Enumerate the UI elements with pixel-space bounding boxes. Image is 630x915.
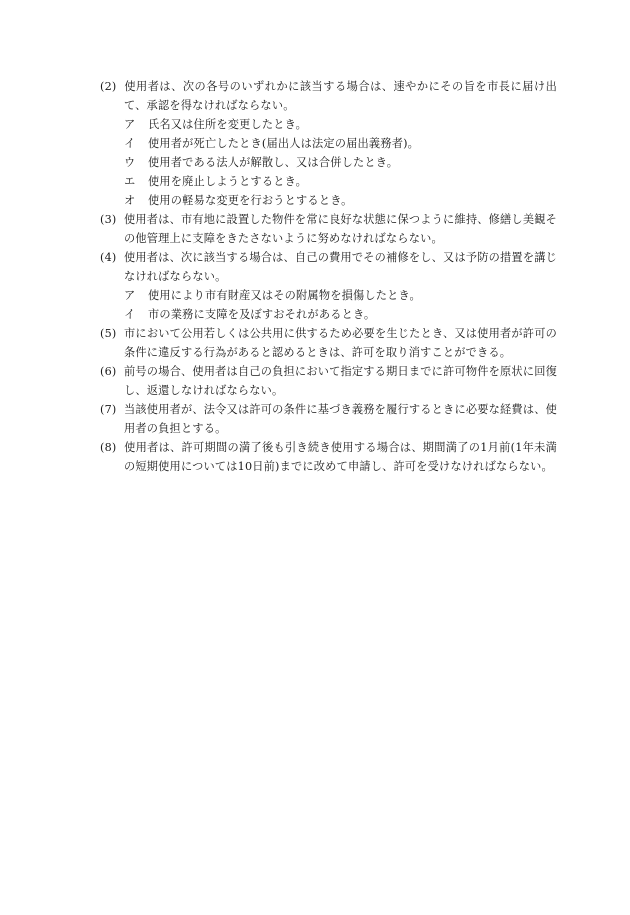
item-marker: ア bbox=[124, 118, 136, 131]
clause-text: 使用者は、次に該当する場合は、自己の費用でその補修をし、又は予防の措置を講じなければならない。 bbox=[124, 251, 557, 283]
clause-2-item-u bbox=[100, 153, 557, 172]
clause-2-item-a bbox=[100, 115, 557, 134]
item-text: 氏名又は住所を変更したとき。 bbox=[148, 118, 307, 131]
clause-2-item-i bbox=[100, 134, 557, 153]
clause-number: (6) bbox=[100, 365, 117, 378]
item-marker: イ bbox=[124, 308, 136, 321]
clause-number: (8) bbox=[100, 441, 117, 454]
clause-7 bbox=[100, 400, 557, 438]
clause-text: 市において公用若しくは公共用に供するため必要を生じたとき、又は使用者が許可の条件に違反する行為があると認めるときは、許可を取り消すことができる。 bbox=[124, 327, 557, 359]
clause-number: (3) bbox=[100, 213, 117, 226]
clause-text: 使用者は、市有地に設置した物件を常に良好な状態に保つように維持、修繕し美観その他管理上に支障をきたさないように努めなければならない。 bbox=[124, 213, 557, 245]
item-text: 市の業務に支障を及ぼすおそれがあるとき。 bbox=[148, 308, 376, 321]
clause-number: (2) bbox=[100, 80, 117, 93]
clause-6 bbox=[100, 362, 557, 400]
item-marker: イ bbox=[124, 137, 136, 150]
clause-text: 前号の場合、使用者は自己の負担において指定する期日までに許可物件を原状に回復し、返還しなければならない。 bbox=[124, 365, 557, 397]
clause-text: 使用者は、次の各号のいずれかに該当する場合は、速やかにその旨を市長に届け出て、承認を得なければならない。 bbox=[124, 80, 557, 112]
item-text: 使用者が死亡したとき(届出人は法定の届出義務者)。 bbox=[148, 137, 420, 150]
item-text: 使用の軽易な変更を行おうとするとき。 bbox=[148, 194, 353, 207]
item-marker: ア bbox=[124, 289, 136, 302]
item-text: 使用を廃止しようとするとき。 bbox=[148, 175, 307, 188]
document-body bbox=[100, 77, 557, 476]
clause-5 bbox=[100, 324, 557, 362]
item-marker: エ bbox=[124, 175, 136, 188]
clause-number: (5) bbox=[100, 327, 117, 340]
clause-number: (4) bbox=[100, 251, 117, 264]
clause-text: 使用者は、許可期間の満了後も引き続き使用する場合は、期間満了の1月前(1年未満の短期使用については10日前)までに改めて申請し、許可を受けなければならない。 bbox=[124, 441, 557, 473]
clause-2-item-e bbox=[100, 172, 557, 191]
item-text: 使用者である法人が解散し、又は合併したとき。 bbox=[148, 156, 399, 169]
clause-4-item-i bbox=[100, 305, 557, 324]
item-text: 使用により市有財産又はその附属物を損傷したとき。 bbox=[148, 289, 421, 302]
clause-2-item-o bbox=[100, 191, 557, 210]
clause-number: (7) bbox=[100, 403, 117, 416]
clause-4-item-a bbox=[100, 286, 557, 305]
clause-text: 当該使用者が、法令又は許可の条件に基づき義務を履行するときに必要な経費は、使用者の負担とする。 bbox=[124, 403, 557, 435]
item-marker: ウ bbox=[124, 156, 136, 169]
clause-3 bbox=[100, 210, 557, 248]
clause-2 bbox=[100, 77, 557, 115]
item-marker: オ bbox=[124, 194, 136, 207]
clause-8 bbox=[100, 438, 557, 476]
clause-4 bbox=[100, 248, 557, 286]
